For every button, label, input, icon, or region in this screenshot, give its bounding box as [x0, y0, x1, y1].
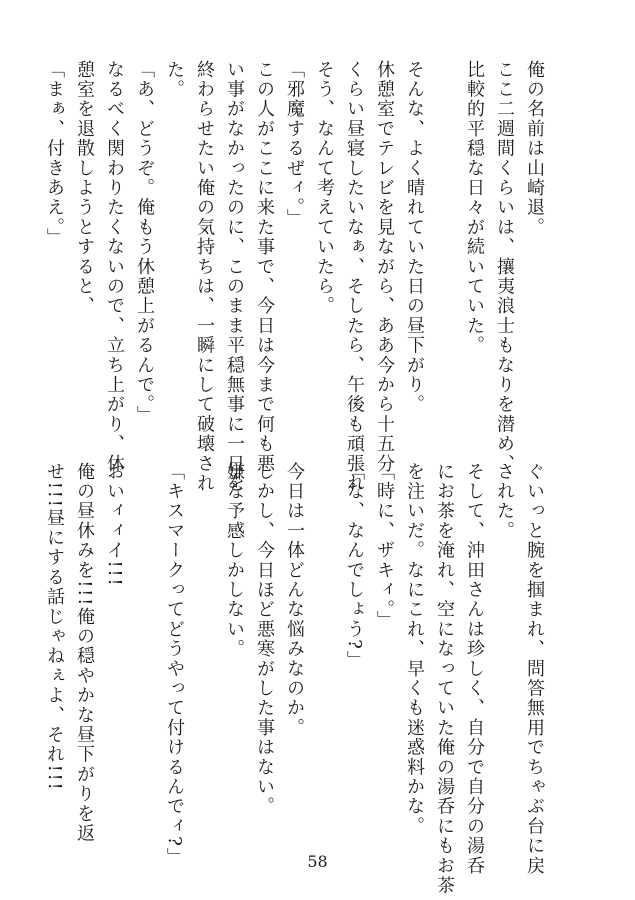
text-line	[429, 60, 459, 460]
text-line: い事がなかったのに、このまま平穏無事に一日を	[224, 60, 245, 494]
text-line: 憩室を退散しようとすると、	[74, 60, 95, 317]
text-line: た。	[164, 60, 185, 100]
text-line: された。	[494, 462, 515, 541]
upper-text-block	[44, 60, 549, 494]
text-line: 「な、なんでしょう?」	[344, 462, 365, 671]
text-line: 「キスマークってどうやって付けるんでィ?」	[164, 462, 185, 868]
text-line: なるべく関わりたくないので、立ち上がり、休	[104, 60, 125, 474]
text-line	[189, 462, 219, 812]
page-number: 58	[307, 852, 328, 871]
text-line: しかし、今日ほど悪寒がした事はない。	[254, 462, 275, 817]
text-line	[129, 462, 159, 812]
text-line: そう、なんて考えていたら。	[314, 60, 335, 317]
text-line: 終わらせたい俺の気持ちは、一瞬にして破壊され	[194, 60, 215, 494]
text-line: ここ二週間くらいは、攘夷浪士もなりを潜め、	[494, 60, 515, 474]
text-line: 「あ、どうぞ。俺もう休憩上がるんで。」	[134, 60, 155, 426]
text-line: 俺の昼休みを!!!俺の穏やかな昼下がりを返	[74, 462, 95, 844]
text-line: 「邪魔するぜィ。」	[284, 60, 305, 229]
text-line: ぐいっと腕を掴まれ、問答無用でちゃぶ台に戻	[524, 462, 545, 876]
text-line: おいィィイ!!!	[104, 462, 125, 588]
text-line: そして、沖田さんは珍しく、自分で自分の湯呑	[464, 462, 485, 876]
text-line: せ!!!昼にする話じゃねぇよ、それ!!!	[44, 462, 65, 792]
text-line: にお茶を淹れ、空になっていた俺の湯呑にもお茶	[434, 462, 455, 896]
text-line: 嫌な予感しかしない。	[224, 462, 245, 659]
text-line: 今日は一体どんな悩みなのか。	[284, 462, 305, 738]
text-line: を注いだ。なにこれ、早くも迷惑料かな。	[404, 462, 425, 837]
text-line: 比較的平穏な日々が続いていた。	[464, 60, 485, 356]
text-line: そんな、よく晴れていた日の昼下がり。	[404, 60, 425, 415]
text-line: 「まぁ、付きあえ。」	[44, 60, 65, 248]
text-line: 「時に、ザキィ。」	[374, 462, 395, 631]
text-line: 俺の名前は山崎退。	[524, 60, 545, 238]
text-line: くらい昼寝したいなぁ、そしたら、午後も頑張れ	[344, 60, 365, 494]
text-line	[309, 462, 339, 812]
text-line: この人がここに来た事で、今日は今まで何も悪	[254, 60, 275, 474]
text-line: 休憩室でテレビを見ながら、ああ今から十五分	[374, 60, 395, 474]
